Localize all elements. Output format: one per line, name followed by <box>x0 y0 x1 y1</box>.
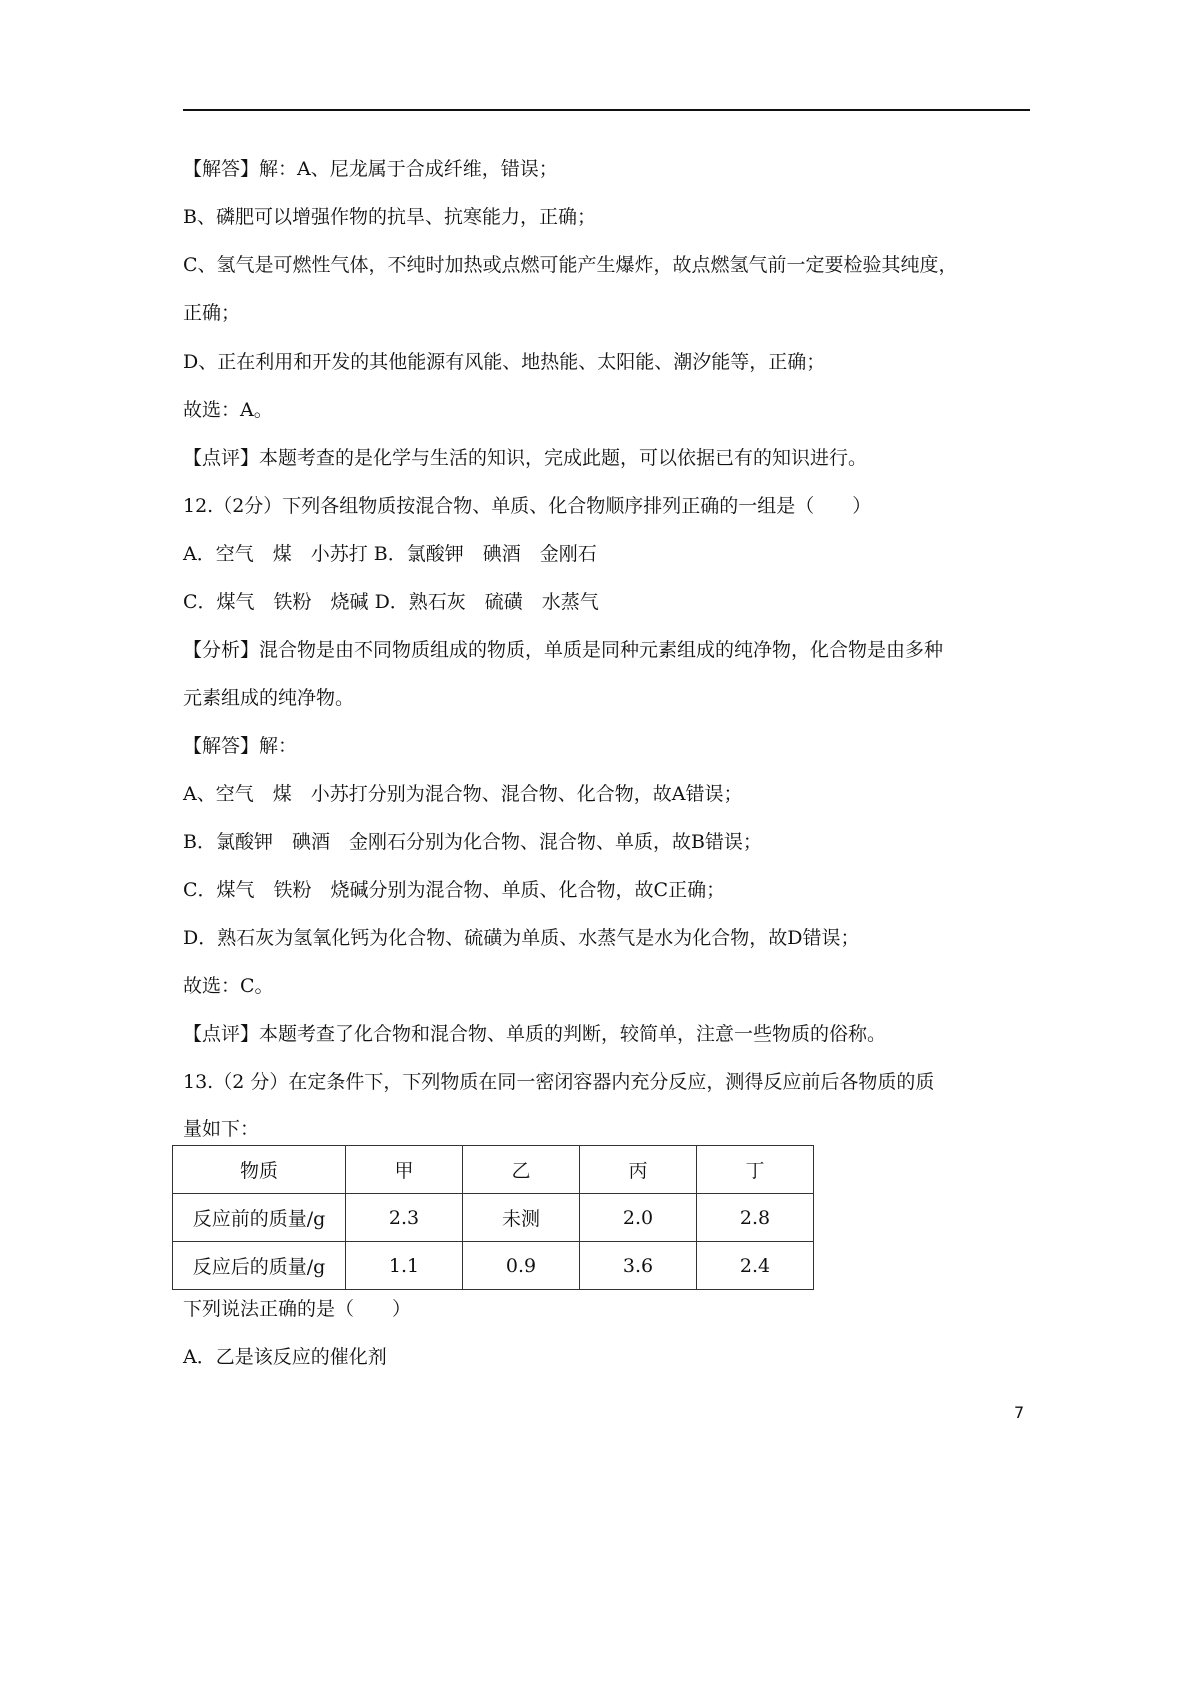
table-cell: 3.6 <box>580 1242 697 1290</box>
table-header-row <box>173 1146 814 1194</box>
table-cell: 1.1 <box>346 1242 463 1290</box>
text-line: 下列说法正确的是（ ） <box>183 1298 412 1320</box>
page-number: 7 <box>1014 1403 1025 1422</box>
table-header-cell: 乙 <box>463 1146 580 1194</box>
table-cell: 2.8 <box>697 1194 814 1242</box>
text-line: C、氢气是可燃性气体，不纯时加热或点燃可能产生爆炸，故点燃氢气前一定要检验其纯度， <box>183 254 958 276</box>
text-line: 正确； <box>183 302 241 324</box>
text-line: 【解答】解： <box>183 735 298 757</box>
table-cell: 反应后的质量/g <box>173 1242 346 1290</box>
text-line: 13.（2 分）在定条件下，下列物质在同一密闭容器内充分反应，测得反应前后各物质的质 <box>183 1071 935 1093</box>
mass-table <box>172 1145 814 1290</box>
table-cell: 2.3 <box>346 1194 463 1242</box>
text-line: A．空气 煤 小苏打 B．氯酸钾 碘酒 金刚石 <box>183 543 597 565</box>
text-line: 故选：C。 <box>183 975 274 997</box>
text-line: 元素组成的纯净物。 <box>183 687 355 709</box>
text-line: 量如下： <box>183 1118 260 1140</box>
table-cell: 反应前的质量/g <box>173 1194 346 1242</box>
text-line: 【分析】混合物是由不同物质组成的物质，单质是同种元素组成的纯净物，化合物是由多种 <box>183 639 944 661</box>
table-cell: 未测 <box>463 1194 580 1242</box>
text-line: D、正在利用和开发的其他能源有风能、地热能、太阳能、潮汐能等，正确； <box>183 351 826 373</box>
table-row <box>173 1194 814 1242</box>
table-header-cell: 丁 <box>697 1146 814 1194</box>
text-line: 【点评】本题考查的是化学与生活的知识，完成此题，可以依据已有的知识进行。 <box>183 447 868 469</box>
text-line: B．氯酸钾 碘酒 金刚石分别为化合物、混合物、单质，故B错误； <box>183 831 762 853</box>
table-header-cell: 丙 <box>580 1146 697 1194</box>
table-cell: 2.0 <box>580 1194 697 1242</box>
table-header-cell: 物质 <box>173 1146 346 1194</box>
text-line: 12.（2分）下列各组物质按混合物、单质、化合物顺序排列正确的一组是（ ） <box>183 495 872 517</box>
table-cell: 2.4 <box>697 1242 814 1290</box>
text-line: B、磷肥可以增强作物的抗旱、抗寒能力，正确； <box>183 206 596 228</box>
table-row <box>173 1242 814 1290</box>
text-line: C．煤气 铁粉 烧碱 D．熟石灰 硫磺 水蒸气 <box>183 591 599 613</box>
text-line: A、空气 煤 小苏打分别为混合物、混合物、化合物，故A错误； <box>183 783 743 805</box>
text-line: C．煤气 铁粉 烧碱分别为混合物、单质、化合物，故C正确； <box>183 879 726 901</box>
text-line: A．乙是该反应的催化剂 <box>183 1346 387 1368</box>
text-line: D．熟石灰为氢氧化钙为化合物、硫磺为单质、水蒸气是水为化合物，故D错误； <box>183 927 860 949</box>
table-header-cell: 甲 <box>346 1146 463 1194</box>
table-cell: 0.9 <box>463 1242 580 1290</box>
text-line: 【解答】解：A、尼龙属于合成纤维，错误； <box>183 158 558 180</box>
header-rule <box>183 109 1030 111</box>
text-line: 故选：A。 <box>183 399 273 421</box>
text-line: 【点评】本题考查了化合物和混合物、单质的判断，较简单，注意一些物质的俗称。 <box>183 1023 887 1045</box>
